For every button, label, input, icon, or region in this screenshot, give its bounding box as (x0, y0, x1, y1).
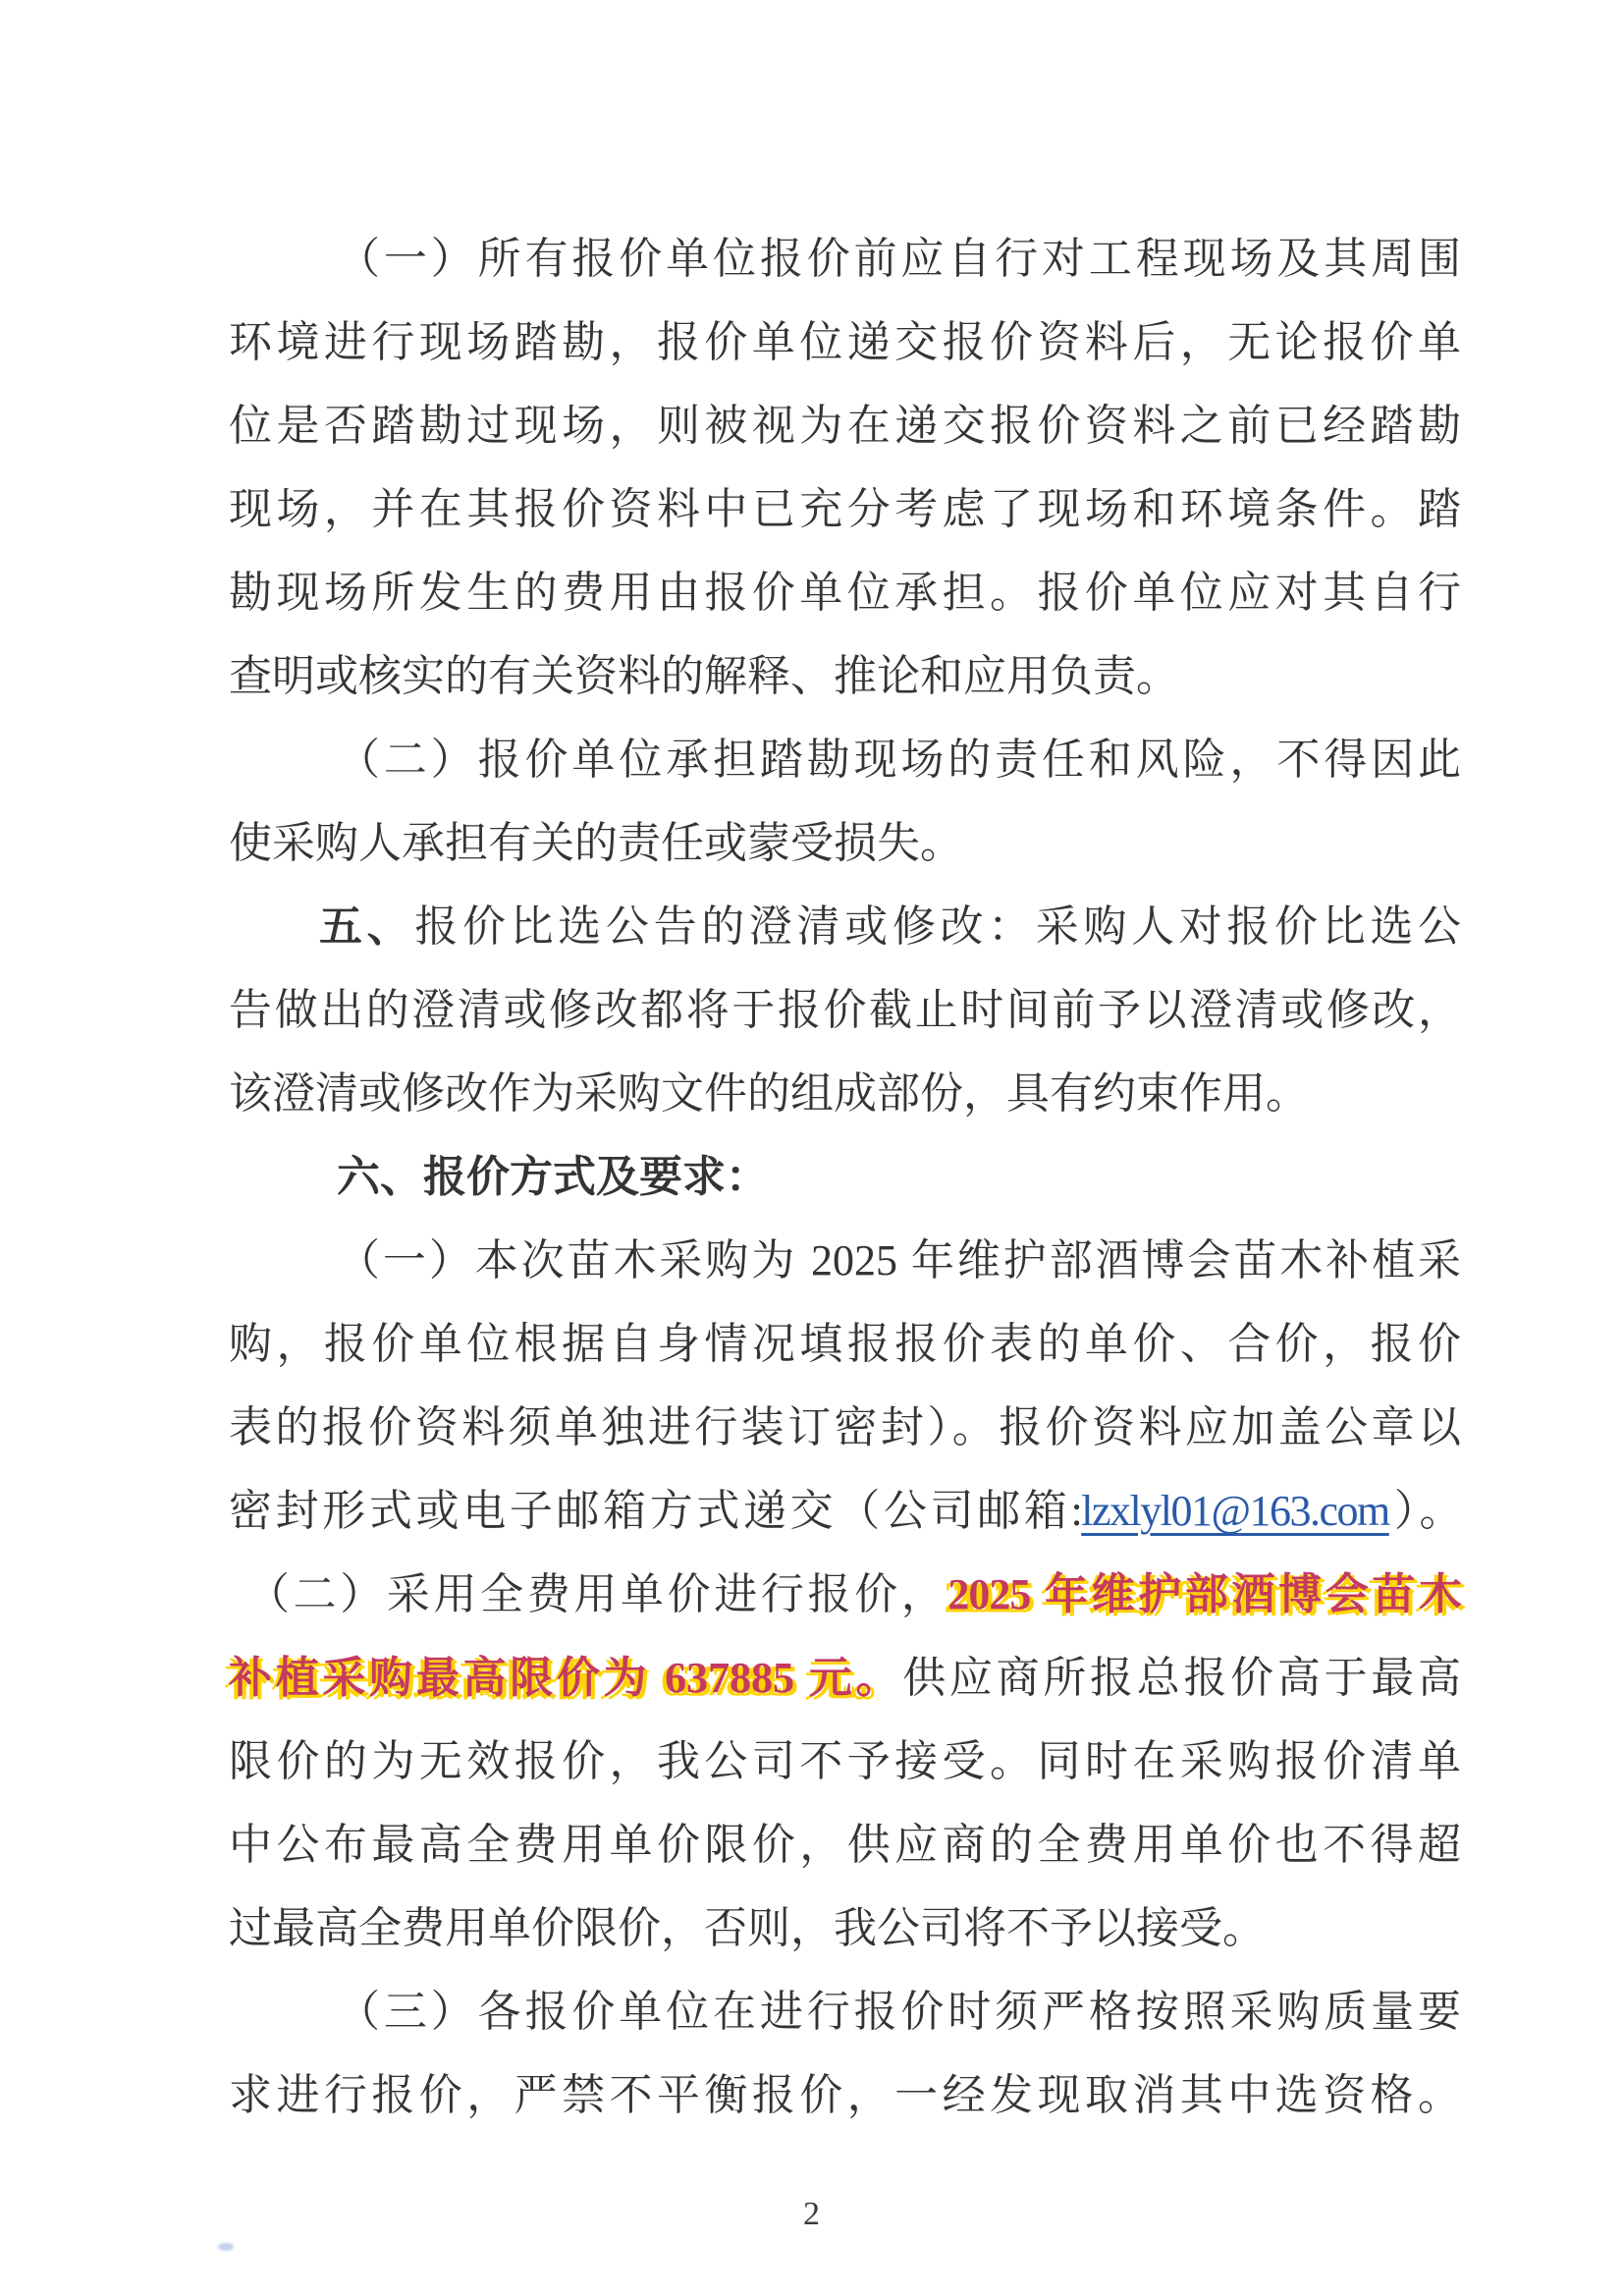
text-line (229, 217, 1461, 301)
body-text: 求进行报价，严禁不平衡报价，一经发现取消其中选资格。 (229, 2071, 1461, 2119)
text-line (229, 1803, 1461, 1886)
text-line (229, 1052, 1461, 1135)
body-text: 该澄清或修改作为采购文件的组成部份，具有约束作用。 (229, 1069, 1309, 1118)
body-text: 现场，并在其报价资料中已充分考虑了现场和环境条件。踏 (229, 485, 1461, 533)
text-line (229, 301, 1461, 384)
text-line (229, 1219, 1461, 1302)
heading-text: 六、报价方式及要求： (337, 1153, 769, 1201)
text-line (229, 1886, 1461, 1970)
body-text: 查明或核实的有关资料的解释、推论和应用负责。 (229, 652, 1179, 700)
body-text: 购，报价单位根据自身情况填报报价表的单价、合价，报价 (229, 1320, 1461, 1368)
text-line (229, 634, 1461, 718)
body-text: 过最高全费用单价限价，否则，我公司将不予以接受。 (229, 1904, 1266, 1952)
body-text: 中公布最高全费用单价限价，供应商的全费用单价也不得超 (229, 1821, 1461, 1869)
body-text: （一）本次苗木采购为 2025 年维护部酒博会苗木补植采 (337, 1236, 1461, 1285)
highlighted-text: 2025 年维护部酒博会苗木 (947, 1570, 1461, 1618)
text-line (229, 1636, 1461, 1720)
text-line (229, 1553, 1461, 1636)
text-line (229, 1386, 1461, 1469)
body-text: （一）所有报价单位报价前应自行对工程现场及其周围 (337, 235, 1461, 283)
highlighted-text: 补植采购最高限价为 637885 元。 (229, 1654, 903, 1702)
body-text: （三）各报价单位在进行报价时须严格按照采购质量要 (337, 1988, 1461, 2036)
body-text: 勘现场所发生的费用由报价单位承担。报价单位应对其自行 (229, 569, 1461, 617)
body-text: 环境进行现场踏勘，报价单位递交报价资料后，无论报价单 (229, 318, 1461, 366)
body-text: 供应商所报总报价高于最高 (902, 1654, 1462, 1702)
text-line (229, 1135, 1461, 1219)
text-line (229, 384, 1461, 467)
body-text: 位是否踏勘过现场，则被视为在递交报价资料之前已经踏勘 (229, 402, 1461, 450)
text-line (229, 718, 1461, 801)
body-text: 密封形式或电子邮箱方式递交（公司邮箱: (229, 1487, 1082, 1535)
page-number: 2 (803, 2196, 820, 2232)
body-text: 表的报价资料须单独进行装订密封）。报价资料应加盖公章以 (229, 1403, 1461, 1451)
text-line (229, 1720, 1461, 1803)
email-link[interactable]: lzxlyl01@163.com (1081, 1487, 1389, 1535)
body-text: ）。 (1388, 1487, 1461, 1535)
text-line (229, 801, 1461, 885)
body-text: （二）报价单位承担踏勘现场的责任和风险，不得因此 (337, 736, 1461, 784)
heading-text: 五、 (319, 902, 415, 951)
text-line (229, 551, 1461, 634)
text-line (229, 1302, 1461, 1386)
text-line (229, 885, 1461, 968)
body-text: （二）采用全费用单价进行报价， (246, 1570, 948, 1618)
text-line (229, 968, 1461, 1052)
body-text: 限价的为无效报价，我公司不予接受。同时在采购报价清单 (229, 1737, 1461, 1785)
scan-artifact (218, 2243, 234, 2251)
text-line (229, 467, 1461, 551)
text-line (229, 1970, 1461, 2053)
text-line (229, 2053, 1461, 2137)
body-text: 使采购人承担有关的责任或蒙受损失。 (229, 819, 963, 867)
body-text: 告做出的澄清或修改都将于报价截止时间前予以澄清或修改， (229, 986, 1461, 1034)
body-text: 报价比选公告的澄清或修改：采购人对报价比选公 (414, 902, 1462, 951)
text-line (229, 1469, 1461, 1553)
text-block (229, 217, 1461, 2137)
